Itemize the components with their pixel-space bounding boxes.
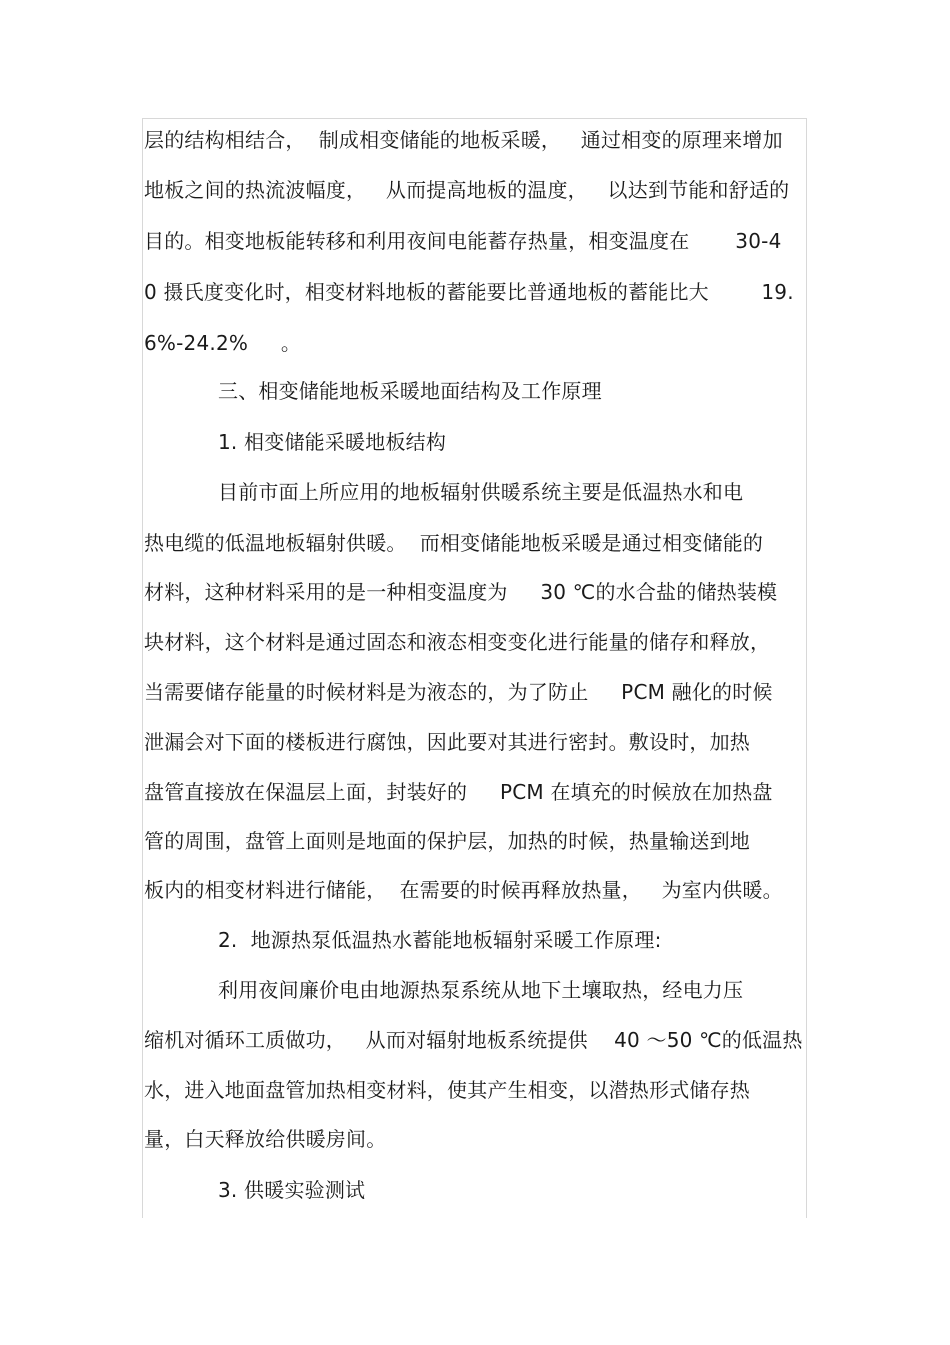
text-line: 0 摄氏度变化时，相变材料地板的蓄能要比普通地板的蓄能比大 19. bbox=[144, 280, 794, 304]
text-line: 目的。相变地板能转移和利用夜间电能蓄存热量，相变温度在 30-4 bbox=[144, 229, 782, 253]
text-line: 块材料，这个材料是通过固态和液态相变变化进行能量的储存和释放， bbox=[144, 630, 771, 654]
text-line: 当需要储存能量的时候材料是为液态的，为了防止 PCM 融化的时候 bbox=[144, 680, 773, 704]
section-heading: 三、相变储能地板采暖地面结构及工作原理 bbox=[218, 379, 602, 403]
text-line: 热电缆的低温地板辐射供暖。 而相变储能地板采暖是通过相变储能的 bbox=[144, 531, 764, 555]
text-line: 地板之间的热流波幅度， 从而提高地板的温度， 以达到节能和舒适的 bbox=[144, 178, 790, 202]
text-line: 盘管直接放在保温层上面，封装好的 PCM 在填充的时候放在加热盘 bbox=[144, 780, 773, 804]
subsection-heading: 3. 供暖实验测试 bbox=[218, 1178, 366, 1202]
subsection-heading: 1. 相变储能采暖地板结构 bbox=[218, 430, 447, 454]
paragraph-start-line: 利用夜间廉价电由地源热泵系统从地下土壤取热，经电力压 bbox=[218, 978, 744, 1002]
subsection-heading: 2. 地源热泵低温热水蓄能地板辐射采暖工作原理: bbox=[218, 928, 662, 952]
text-line: 板内的相变材料进行储能， 在需要的时候再释放热量， 为室内供暖。 bbox=[144, 878, 783, 902]
text-line: 6%-24.2% 。 bbox=[144, 331, 302, 355]
text-line: 管的周围，盘管上面则是地面的保护层，加热的时候，热量输送到地 bbox=[144, 829, 750, 853]
text-line: 水，进入地面盘管加热相变材料，使其产生相变，以潜热形式储存热 bbox=[144, 1078, 750, 1102]
text-line: 层的结构相结合， 制成相变储能的地板采暖， 通过相变的原理来增加 bbox=[144, 128, 783, 152]
text-line: 缩机对循环工质做功， 从而对辐射地板系统提供 40 ～50 ℃的低温热 bbox=[144, 1028, 803, 1052]
paragraph-start-line: 目前市面上所应用的地板辐射供暖系统主要是低温热水和电 bbox=[218, 480, 744, 504]
text-line: 泄漏会对下面的楼板进行腐蚀，因此要对其进行密封。敷设时，加热 bbox=[144, 730, 750, 754]
text-line: 材料，这种材料采用的是一种相变温度为 30 ℃的水合盐的储热装模 bbox=[144, 580, 778, 604]
text-line: 量，白天释放给供暖房间。 bbox=[144, 1127, 387, 1151]
